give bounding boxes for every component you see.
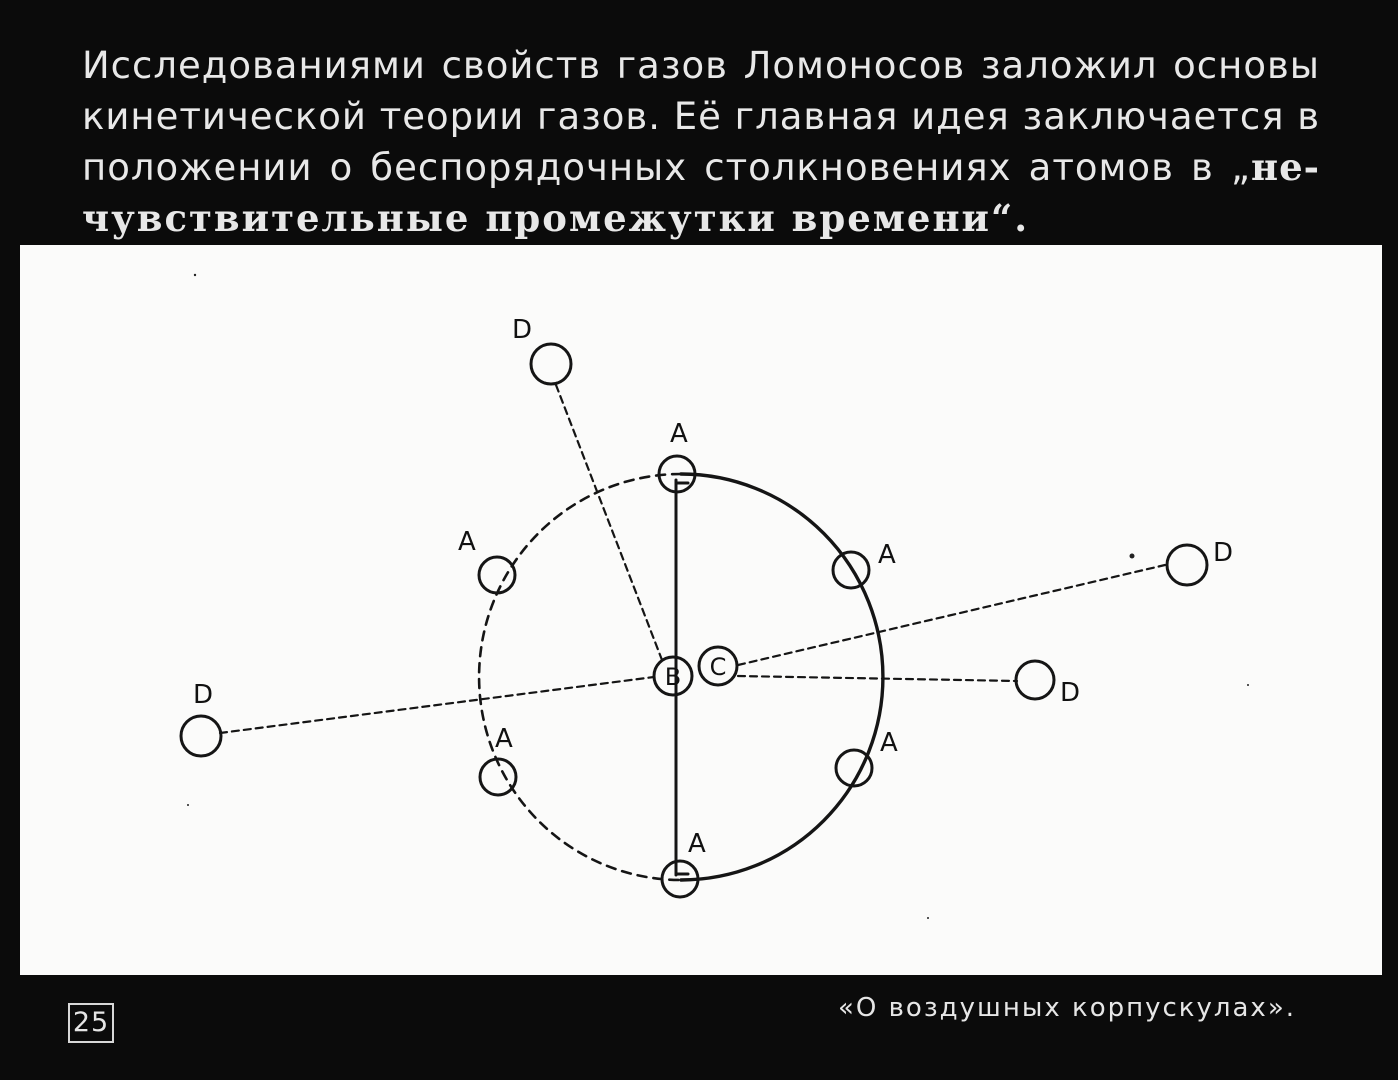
- caption-line-3-sans: положении о беспорядочных столкновениях атомов в „: [82, 146, 1252, 189]
- caption-line-3: [82, 142, 1320, 193]
- label-d-left: D: [193, 680, 214, 710]
- atom-d-top: [531, 344, 571, 384]
- caption-line-4: чувствительные промежутки времени“.: [82, 196, 1030, 240]
- diagram-panel: [20, 245, 1382, 975]
- slide-caption: [82, 40, 1320, 244]
- label-d-near-right: D: [1060, 678, 1081, 708]
- label-a-top: A: [670, 419, 688, 449]
- atom-b-label: B: [664, 663, 682, 691]
- caption-line-2: кинетической теории газов. Её главная идея заключается в: [82, 95, 1321, 138]
- atom-d-left: [181, 716, 221, 756]
- atom-d-far-right: [1167, 545, 1207, 585]
- trajectory-upper-d: [556, 385, 662, 660]
- label-a-lower-right: A: [880, 728, 898, 758]
- label-d-far-right: D: [1213, 538, 1234, 568]
- label-a-bottom: A: [688, 829, 706, 859]
- film-specks: [187, 274, 1249, 919]
- caption-line-1: Исследованиями свойств газов Ломоносов заложил основы: [82, 44, 1320, 87]
- atom-a-upper-left: [479, 557, 515, 593]
- label-d-top: D: [512, 315, 533, 345]
- label-a-upper-left: A: [458, 527, 476, 557]
- trajectory-far-right-d: [738, 565, 1165, 665]
- atom-d-near-right: [1016, 661, 1054, 699]
- collision-diagram: [20, 245, 1382, 975]
- atom-c-label: C: [709, 653, 727, 681]
- label-a-upper-right: A: [878, 540, 896, 570]
- frame-number: 25: [68, 1003, 114, 1043]
- trajectory-left-d: [220, 677, 654, 733]
- trajectory-near-right-d: [738, 676, 1017, 681]
- caption-line-3-serif: не-: [1251, 145, 1320, 189]
- label-a-lower-left: A: [495, 724, 513, 754]
- footer-caption: «О воздушных корпускулах».: [837, 993, 1296, 1023]
